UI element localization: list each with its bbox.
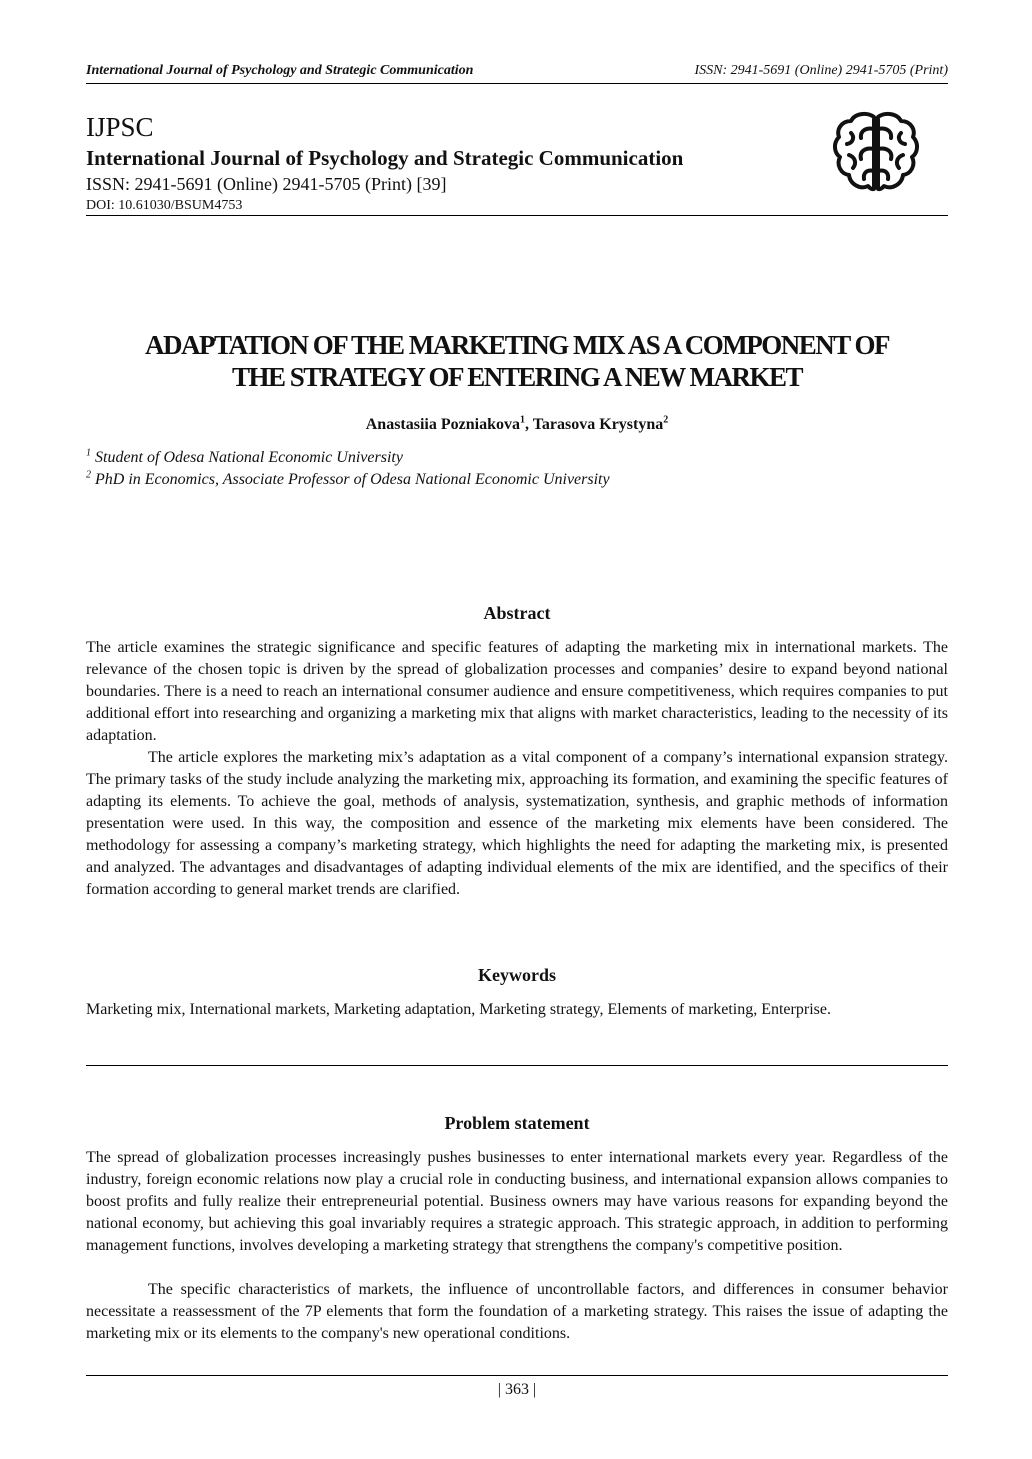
author-separator: , <box>525 416 533 433</box>
problem-paragraph-2: The specific characteristics of markets, the influence of uncontrollable factors, and differences in consumer behavior necessitate a reassessment of the 7P elements that form the foundation of a marketing strategy. This raises the issue of adapting the marketing mix or its elements to the company's new operational conditions. <box>86 1281 948 1342</box>
affiliation-1 <box>86 449 403 467</box>
running-header-journal: International Journal of Psychology and Strategic Communication <box>86 63 474 78</box>
journal-name: International Journal of Psychology and Strategic Communication <box>86 146 684 170</box>
doi: DOI: 10.61030/BSUM4753 <box>86 198 243 213</box>
keywords-text: Marketing mix, International markets, Marketing adaptation, Marketing strategy, Elements of marketing, Enterprise. <box>86 1001 831 1018</box>
footer-divider <box>86 1375 948 1376</box>
issn-line: ISSN: 2941-5691 (Online) 2941-5705 (Print) [39] <box>86 174 447 194</box>
problem-statement-heading: Problem statement <box>444 1113 590 1133</box>
keywords-heading: Keywords <box>478 965 556 985</box>
author-name: Anastasiia Pozniakova <box>365 416 520 433</box>
affiliation-number: 1 <box>86 447 91 459</box>
problem-paragraph-1: The spread of globalization processes increasingly pushes businesses to enter international markets every year. Regardless of the industry, foreign economic relations now play a crucial role in conducting business, and international expansion allows companies to boost profits and fully realize their entrepreneurial potential. Business owners may have various reasons for expanding beyond the national economy, but achieving this goal invariably requires a strategic approach. This strategic approach, in addition to performing management functions, involves developing a marketing strategy that strengthens the company's competitive position. <box>86 1149 948 1254</box>
author-affiliation-mark: 1 <box>520 414 525 426</box>
article-title <box>86 329 948 393</box>
masthead <box>86 111 948 216</box>
abstract-heading: Abstract <box>483 603 551 623</box>
page-number: | 363 | <box>497 1381 537 1398</box>
running-header-issn: ISSN: 2941-5691 (Online) 2941-5705 (Print) <box>694 63 948 78</box>
article-title-line-1: ADAPTATION OF THE MARKETING MIX AS A COMPONENT OF <box>144 330 890 360</box>
author-affiliation-mark: 2 <box>663 414 669 426</box>
journal-abbreviation: IJPSC <box>86 112 154 142</box>
affiliation-text: Student of Odesa National Economic University <box>91 449 403 466</box>
abstract-paragraph-1: The article examines the strategic significance and specific features of adapting the marketing mix in international markets. The relevance of the chosen topic is driven by the spread of globalization processes and companies’ desire to expand beyond national boundaries. There is a need to reach an international consumer audience and ensure competitiveness, which requires companies to put additional effort into researching and organizing a marketing mix that aligns with market characteristics, leading to the necessity of its adaptation. <box>86 639 948 744</box>
affiliation-number: 2 <box>86 469 91 481</box>
running-header <box>86 63 948 84</box>
affiliation-text: PhD in Economics, Associate Professor of Odesa National Economic University <box>91 471 610 488</box>
abstract-paragraph-2: The article explores the marketing mix’s adaptation as a vital component of a company’s international expansion strategy. The primary tasks of the study include analyzing the marketing mix, approaching its formation, and examining the specific features of adapting its elements. To achieve the goal, methods of analysis, systematization, synthesis, and graphic methods of information presentation were used. In this way, the composition and essence of the marketing mix elements have been considered. The methodology for assessing a company’s marketing strategy, which highlights the need for adapting the marketing mix, is presented and analyzed. The advantages and disadvantages of adapting individual elements of the mix are identified, and the specifics of their formation according to general market trends are clarified. <box>86 749 948 898</box>
author-name: Tarasova Krystyna <box>532 416 664 433</box>
brain-icon <box>833 111 919 193</box>
authors <box>86 416 948 434</box>
article-title-line-2: THE STRATEGY OF ENTERING A NEW MARKET <box>231 362 803 392</box>
section-divider <box>86 1065 948 1066</box>
affiliation-2 <box>86 471 610 489</box>
